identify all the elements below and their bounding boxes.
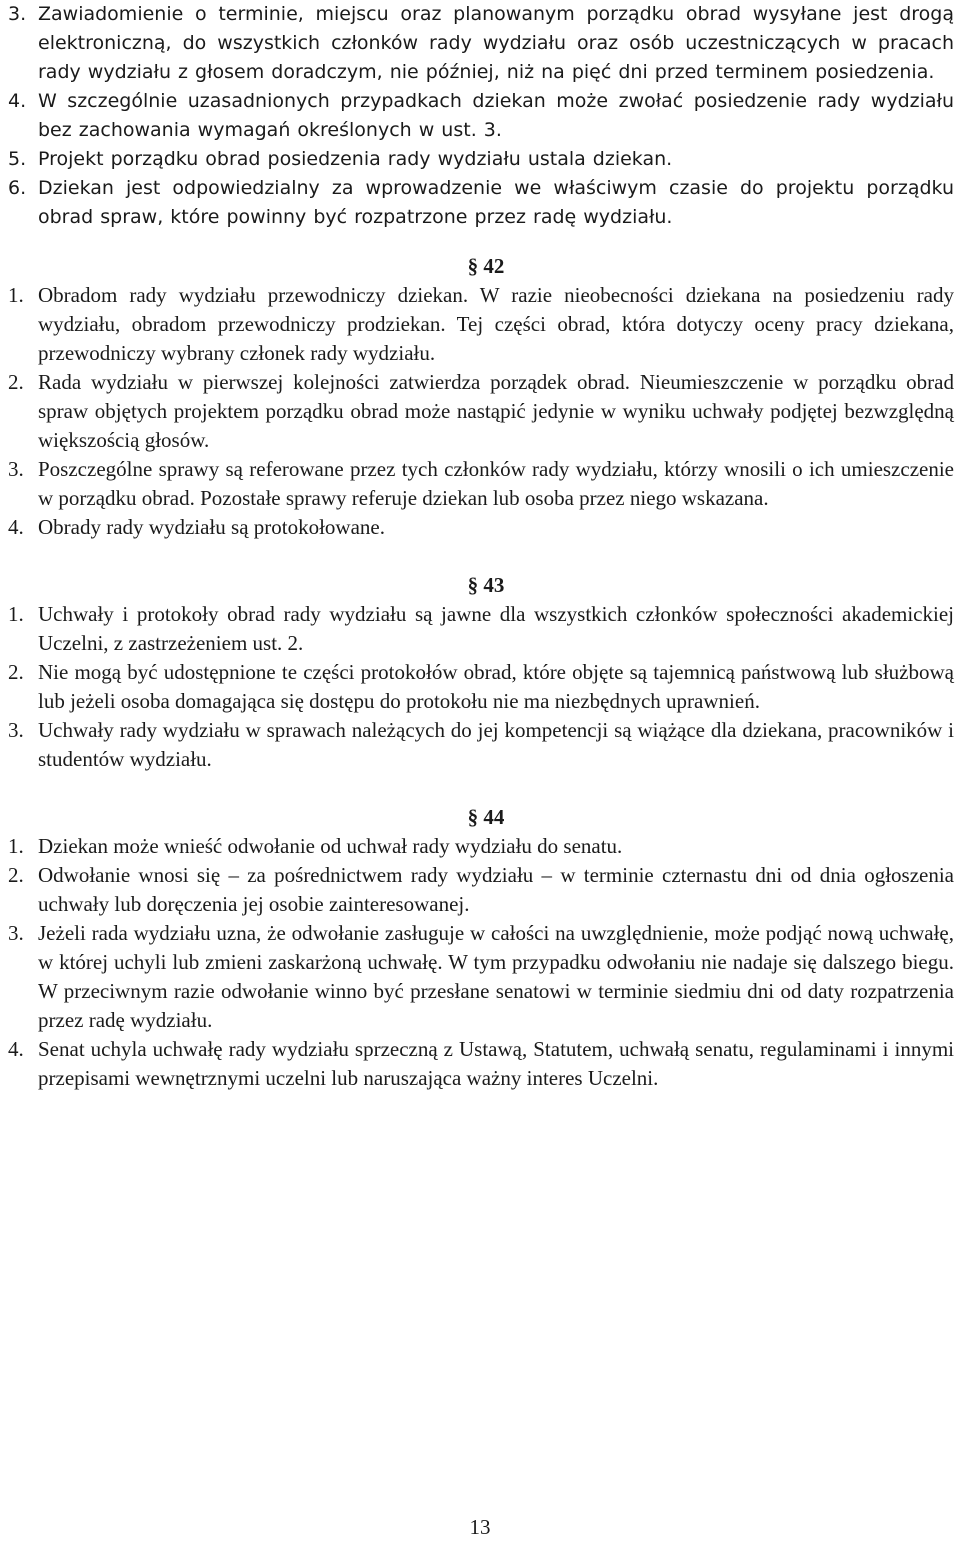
item-number: 2. xyxy=(8,863,24,887)
section-heading xyxy=(8,252,954,281)
item-number: 1. xyxy=(8,834,24,858)
list-item xyxy=(8,0,954,87)
list-item xyxy=(8,368,954,455)
item-number: 1. xyxy=(8,602,24,626)
document-body xyxy=(8,0,954,1093)
item-text: Obrady rady wydziału są protokołowane. xyxy=(38,515,385,539)
item-number: 5. xyxy=(8,148,27,170)
item-number: 3. xyxy=(8,718,24,742)
list-item xyxy=(8,87,954,145)
item-text: Zawiadomienie o terminie, miejscu oraz planowanym porządku obrad wysyłane jest drogą elektroniczną, do wszystkich członków rady wydziału oraz osób uczestniczących w pracach rady wydziału z głosem doradczym, nie później, niż na pięć dni przed terminem posiedzenia. xyxy=(38,3,954,83)
item-number: 1. xyxy=(8,283,24,307)
section-number: 43 xyxy=(483,573,505,597)
section-sign: § xyxy=(467,805,479,829)
list-item xyxy=(8,513,954,542)
item-text: Senat uchyla uchwałę rady wydziału sprzeczną z Ustawą, Statutem, uchwałą senatu, regulaminami i innymi przepisami wewnętrznymi uczelni lub naruszająca ważny interes Uczelni. xyxy=(38,1037,954,1090)
section-sign: § xyxy=(467,573,479,597)
section-heading xyxy=(8,803,954,832)
item-text: Nie mogą być udostępnione te części protokołów obrad, które objęte są tajemnicą państwową lub służbową lub jeżeli osoba domagająca się dostępu do protokołu nie ma niezbędnych uprawnień. xyxy=(38,660,954,713)
list-item xyxy=(8,832,954,861)
item-number: 3. xyxy=(8,921,24,945)
section-heading xyxy=(8,571,954,600)
section-number: 44 xyxy=(483,805,505,829)
page-number: 13 xyxy=(469,1515,491,1539)
item-text: Dziekan może wnieść odwołanie od uchwał rady wydziału do senatu. xyxy=(38,834,623,858)
item-number: 4. xyxy=(8,90,27,112)
list-item xyxy=(8,716,954,774)
item-text: Odwołanie wnosi się – za pośrednictwem rady wydziału – w terminie czternastu dni od dnia ogłoszenia uchwały lub doręczenia jej osobie zainteresowanej. xyxy=(38,863,954,916)
list-item xyxy=(8,861,954,919)
item-text: Rada wydziału w pierwszej kolejności zatwierdza porządek obrad. Nieumieszczenie w porządku obrad spraw objętych projektem porządku obrad może nastąpić jedynie w wyniku uchwały podjętej bezwzględną większością głosów. xyxy=(38,370,954,452)
item-number: 2. xyxy=(8,370,24,394)
item-text: Projekt porządku obrad posiedzenia rady wydziału ustala dziekan. xyxy=(38,148,673,170)
item-text: Poszczególne sprawy są referowane przez tych członków rady wydziału, którzy wnosili o ich umieszczenie w porządku obrad. Pozostałe sprawy referuje dziekan lub osoba przez niego wskazana. xyxy=(38,457,954,510)
item-number: 3. xyxy=(8,457,24,481)
item-number: 3. xyxy=(8,3,27,25)
item-number: 2. xyxy=(8,660,24,684)
item-text: Jeżeli rada wydziału uzna, że odwołanie zasługuje w całości na uwzględnienie, może podjąć nową uchwałę, w której uchyli lub zmieni zaskarżoną uchwałę. W tym przypadku odwołaniu nie nadaje się dalszego biegu. W przeciwnym razie odwołanie winno być przesłane senatowi w terminie siedmiu dni od daty rozpatrzenia przez radę wydziału. xyxy=(38,921,954,1032)
list-item xyxy=(8,600,954,658)
section-number: 42 xyxy=(483,254,505,278)
item-text: Uchwały i protokoły obrad rady wydziału są jawne dla wszystkich członków społeczności akademickiej Uczelni, z zastrzeżeniem ust. 2. xyxy=(38,602,954,655)
list-item xyxy=(8,145,954,174)
section-sign: § xyxy=(467,254,479,278)
item-number: 4. xyxy=(8,1037,24,1061)
list-item xyxy=(8,174,954,232)
item-text: Obradom rady wydziału przewodniczy dziekan. W razie nieobecności dziekana na posiedzeniu rady wydziału, obradom przewodniczy prodziekan. Tej części obrad, która dotyczy oceny pracy dziekana, przewodniczy wybrany członek rady wydziału. xyxy=(38,283,954,365)
spacer xyxy=(8,232,954,252)
item-text: Dziekan jest odpowiedzialny za wprowadzenie we właściwym czasie do projektu porządku obrad spraw, które powinny być rozpatrzone przez radę wydziału. xyxy=(38,177,954,228)
list-item xyxy=(8,658,954,716)
item-text: W szczególnie uzasadnionych przypadkach dziekan może zwołać posiedzenie rady wydziału bez zachowania wymagań określonych w ust. 3. xyxy=(38,90,954,141)
list-item xyxy=(8,1035,954,1093)
spacer xyxy=(8,542,954,571)
item-text: Uchwały rady wydziału w sprawach należących do jej kompetencji są wiążące dla dziekana, pracowników i studentów wydziału. xyxy=(38,718,954,771)
item-number: 4. xyxy=(8,515,24,539)
spacer xyxy=(8,774,954,803)
list-item xyxy=(8,919,954,1035)
item-number: 6. xyxy=(8,177,27,199)
list-item xyxy=(8,281,954,368)
list-item xyxy=(8,455,954,513)
